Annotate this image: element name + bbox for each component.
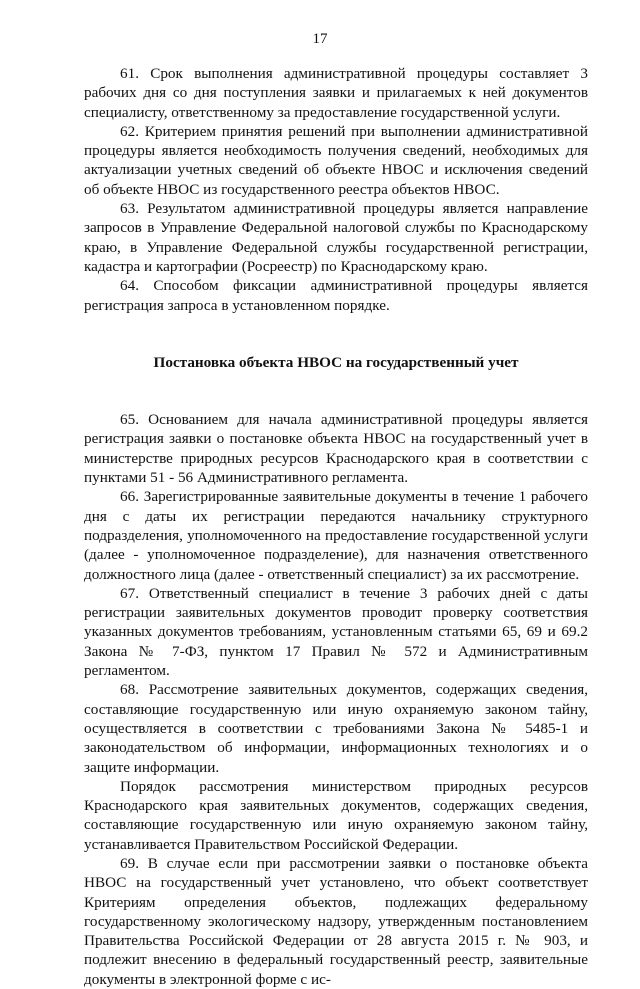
paragraph-66: 66. Зарегистрированные заявительные документы в течение 1 рабочего дня с даты их регистрации передаются начальнику структурного подразделения, уполномоченного на предоставление государственной услуги (далее - уполномоченное подразделение), для назначения ответственного должностного лица (далее - ответственный специалист) за их рассмотрение.: [84, 488, 588, 583]
paragraph-69: 69. В случае если при рассмотрении заявки о постановке объекта НВОС на государственный учет установлено, что объект соответствует Критериям определения объектов, подлежащих федеральному государственному экологическому надзору, утвержденным постановлением Правительства Российской Федерации от 28 августа 2015 г. № 903, и подлежит внесению в федеральный государственный реестр, заявительные документы в электронной форме с ис-: [84, 854, 588, 988]
paragraph-65: 65. Основанием для начала административной процедуры является регистрация заявки о постановке объекта НВОС на государственный учет в министерстве природных ресурсов Краснодарского края в соответствии с пунктами 51 - 56 Административного регламента.: [84, 411, 588, 487]
paragraph-64: 64. Способом фиксации административной процедуры является регистрация запроса в установленном порядке.: [84, 277, 588, 314]
section-heading: Постановка объекта НВОС на государственный учет: [153, 353, 519, 371]
paragraph-62: 62. Критерием принятия решений при выполнении административной процедуры является необходимость получения сведений, необходимых для актуализации учетных сведений об объекте НВОС и исключения сведений об объекте НВОС из государственного реестра объектов НВОС.: [84, 122, 588, 198]
paragraph-68: 68. Рассмотрение заявительных документов, содержащих сведения, составляющие государственную или иную охраняемую законом тайну, осуществляется в соответствии с требованиями Закона № 5485-1 и законодательством об информации, информационных технологиях и о защите информации.: [84, 681, 588, 776]
paragraph-67: 67. Ответственный специалист в течение 3 рабочих дней с даты регистрации заявительных документов проводит проверку соответствия указанных документов требованиям, установленным статьями 65, 69 и 69.2 Закона № 7-ФЗ, пунктом 17 Правил № 572 и Административным регламентом.: [84, 584, 588, 680]
paragraph-68-procedure: Порядок рассмотрения министерством природных ресурсов Краснодарского края заявительных документов, содержащих сведения, составляющие государственную или иную охраняемую законом тайну, устанавливается Правительством Российской Федерации.: [84, 777, 588, 853]
document-body: [84, 64, 588, 989]
paragraph-63: 63. Результатом административной процедуры является направление запросов в Управление Федеральной налоговой службы по Краснодарскому краю, в Управление Федеральной службы государственной регистрации, кадастра и картографии (Росреестр) по Краснодарскому краю.: [84, 200, 588, 275]
page-number: 17: [312, 31, 328, 47]
paragraph-61: 61. Срок выполнения административной процедуры составляет 3 рабочих дня со дня поступления заявки и прилагаемых к ней документов специалисту, ответственному за предоставление государственной услуги.: [84, 65, 588, 121]
